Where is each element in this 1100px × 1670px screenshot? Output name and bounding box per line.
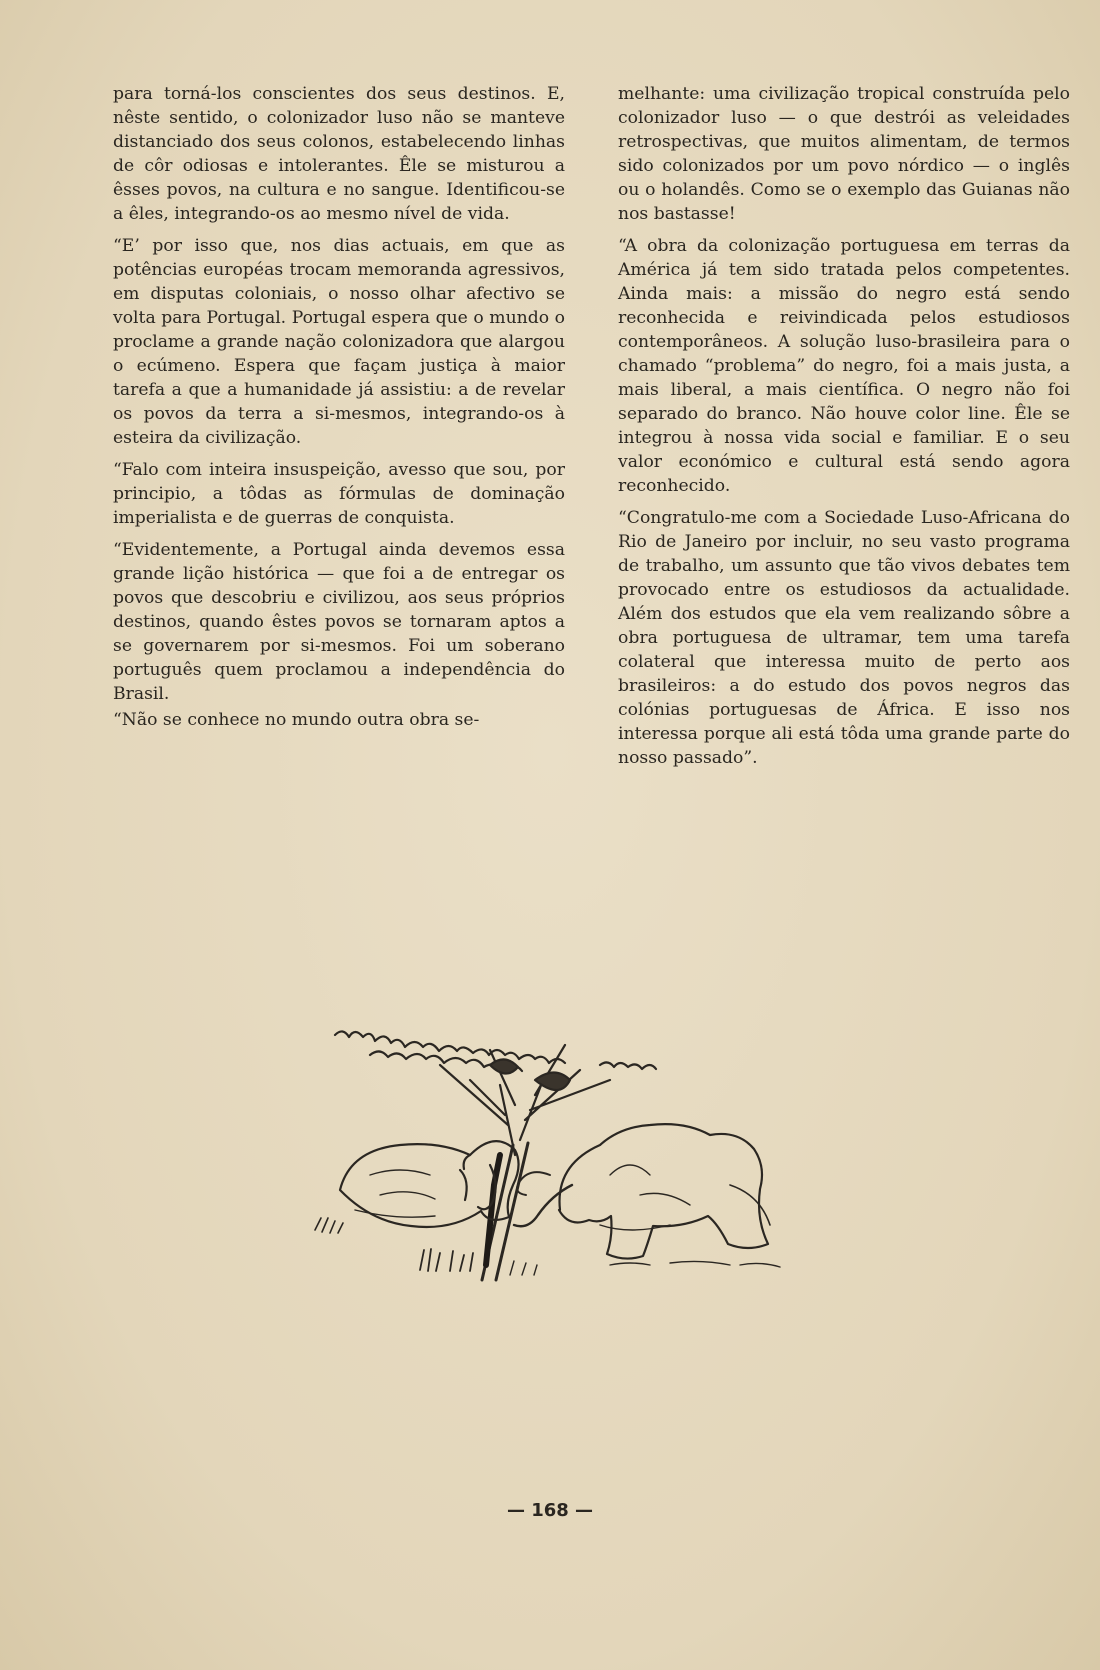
right-paragraph-3: “Congratulo-me com a Sociedade Luso-Africana do Rio de Janeiro por incluir, no seu vasto programa de trabalho, um assunto que tão vivos debates tem provocado entre os estudiosos da actualidade. Além dos estudos que ela vem realizando sôbre a obra portuguesa de ultramar, tem uma tarefa colateral que interessa muito de perto aos brasileiros: a do estudo dos povos negros das colónias portuguesas de África. E isso nos interessa porque ali está tôda uma grande parte do nosso passado”. bbox=[618, 508, 1070, 768]
left-paragraph-5: “Não se conhece no mundo outra obra se- bbox=[113, 710, 480, 730]
right-column bbox=[618, 82, 1070, 778]
left-paragraph-4: “Evidentemente, a Portugal ainda devemos essa grande lição histórica — que foi a de entregar os povos que descobriu e civilizou, aos seus próprios destinos, quando êstes povos se tornaram aptos a se governarem por si-mesmos. Foi um soberano português quem proclamou a independência do Brasil. bbox=[113, 540, 565, 704]
right-paragraph-1: melhante: uma civilização tropical construída pelo colonizador luso — o que destrói as veleidades retrospectivas, que muitos alimentam, de termos sido colonizados por um povo nórdico — o inglês ou o holandês. Como se o exemplo das Guianas não nos bastasse! bbox=[618, 84, 1070, 224]
left-paragraph-1: para torná-los conscientes dos seus destinos. E, nêste sentido, o colonizador luso não se manteve distanciado dos seus colonos, estabelecendo linhas de côr odiosas e intolerantes. Êle se misturou a êsses povos, na cultura e no sangue. Identificou-se a êles, integrando-os ao mesmo nível de vida. bbox=[113, 84, 565, 224]
left-paragraph-3: “Falo com inteira insuspeição, avesso que sou, por principio, a tôdas as fórmulas de dominação imperialista e de guerras de conquista. bbox=[113, 460, 565, 528]
elephants-under-tree-icon bbox=[310, 1025, 830, 1300]
left-column bbox=[113, 82, 565, 740]
right-paragraph-2: “A obra da colonização portuguesa em terras da América já tem sido tratada pelos competentes. Ainda mais: a missão do negro está sendo reconhecida e reivindicada pelos estudiosos contemporâneos. A solução luso-brasileira para o chamado “problema” do negro, foi a mais justa, a mais liberal, a mais científica. O negro não foi separado do branco. Não houve color line. Êle se integrou à nossa vida social e familiar. E o seu valor económico e cultural está sendo agora reconhecido. bbox=[618, 236, 1070, 496]
left-paragraph-2: “E’ por isso que, nos dias actuais, em que as potências européas trocam memoranda agressivos, em disputas coloniais, o nosso olhar afectivo se volta para Portugal. Portugal espera que o mundo o proclame a grande nação colonizadora que alargou o ecúmeno. Espera que façam justiça à maior tarefa a que a humanidade já assistiu: a de revelar os povos da terra a si-mesmos, integrando-os à esteira da civilização. bbox=[113, 236, 565, 448]
page-number: — 168 — bbox=[506, 1500, 594, 1521]
